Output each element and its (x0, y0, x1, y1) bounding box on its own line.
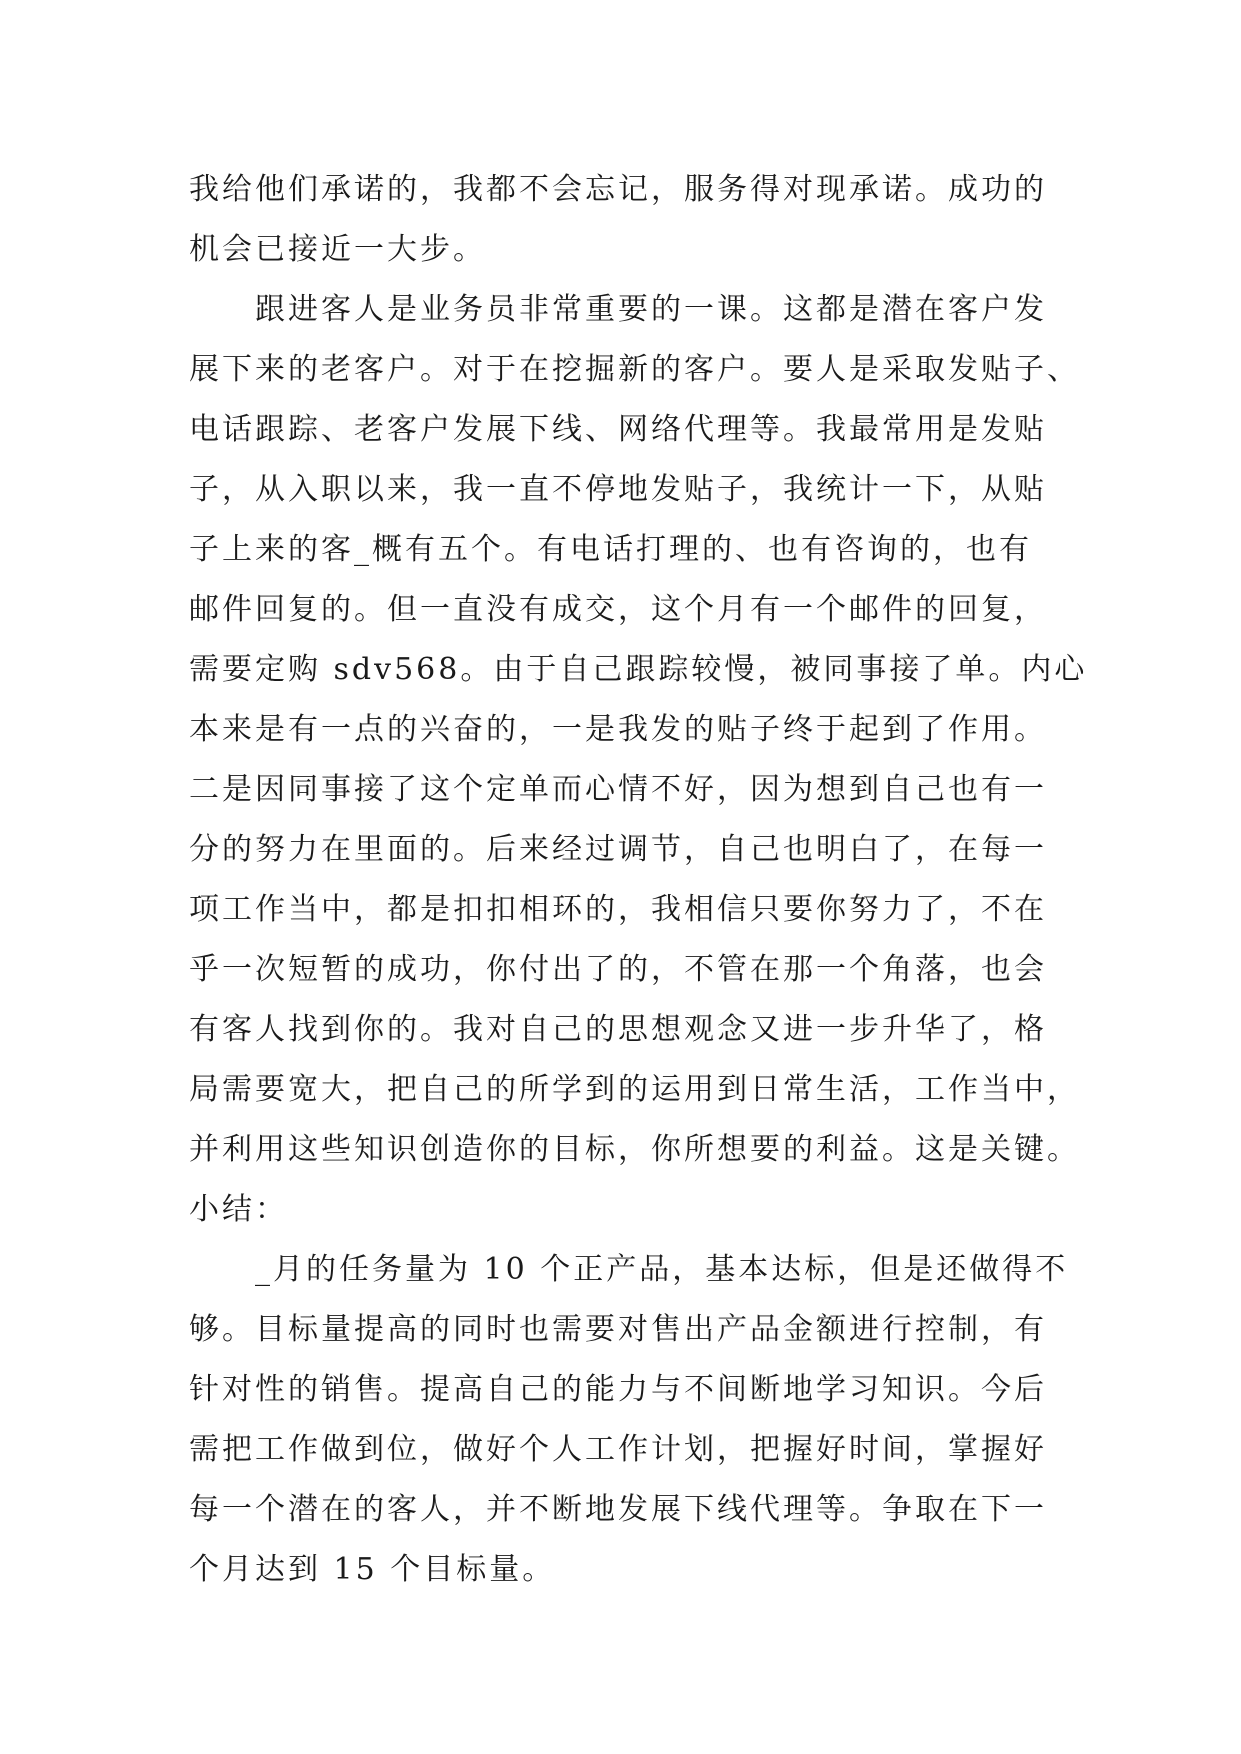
text-line: 电话跟踪、老客户发展下线、网络代理等。我最常用是发贴 (189, 412, 1047, 447)
text-line: 有客人找到你的。我对自己的思想观念又进一步升华了，格 (189, 1012, 1047, 1047)
text-line: 子，从入职以来，我一直不停地发贴子，我统计一下，从贴 (189, 472, 1047, 507)
text-line: 分的努力在里面的。后来经过调节，自己也明白了，在每一 (189, 832, 1047, 867)
text-line: 机会已接近一大步。 (189, 232, 486, 267)
text-line: _月的任务量为 10 个正产品，基本达标，但是还做得不 (255, 1252, 1069, 1287)
text-line: 需把工作做到位，做好个人工作计划，把握好时间，掌握好 (189, 1432, 1047, 1467)
text-line: 跟进客人是业务员非常重要的一课。这都是潜在客户发 (255, 292, 1047, 327)
text-line: 邮件回复的。但一直没有成交，这个月有一个邮件的回复， (189, 592, 1047, 627)
text-line: 针对性的销售。提高自己的能力与不间断地学习知识。今后 (189, 1372, 1047, 1407)
text-line: 乎一次短暂的成功，你付出了的，不管在那一个角落，也会 (189, 952, 1047, 987)
text-line: 项工作当中，都是扣扣相环的，我相信只要你努力了，不在 (189, 892, 1047, 927)
text-line: 每一个潜在的客人，并不断地发展下线代理等。争取在下一 (189, 1492, 1047, 1527)
text-line: 子上来的客_概有五个。有电话打理的、也有咨询的，也有 (189, 532, 1032, 567)
text-line: 个月达到 15 个目标量。 (189, 1552, 556, 1587)
text-line: 二是因同事接了这个定单而心情不好，因为想到自己也有一 (189, 772, 1047, 807)
text-line: 并利用这些知识创造你的目标，你所想要的利益。这是关键。 (189, 1132, 1080, 1167)
text-line: 需要定购 sdv568。由于自己跟踪较慢，被同事接了单。内心 (189, 652, 1088, 687)
document-body (189, 160, 1088, 1600)
text-line: 够。目标量提高的同时也需要对售出产品金额进行控制，有 (189, 1312, 1047, 1347)
text-line: 展下来的老客户。对于在挖掘新的客户。要人是采取发贴子、 (189, 352, 1080, 387)
text-line: 局需要宽大，把自己的所学到的运用到日常生活，工作当中， (189, 1072, 1080, 1107)
text-line: 本来是有一点的兴奋的，一是我发的贴子终于起到了作用。 (189, 712, 1047, 747)
text-line: 我给他们承诺的，我都不会忘记，服务得对现承诺。成功的 (189, 172, 1047, 207)
section-heading: 小结： (189, 1192, 288, 1227)
